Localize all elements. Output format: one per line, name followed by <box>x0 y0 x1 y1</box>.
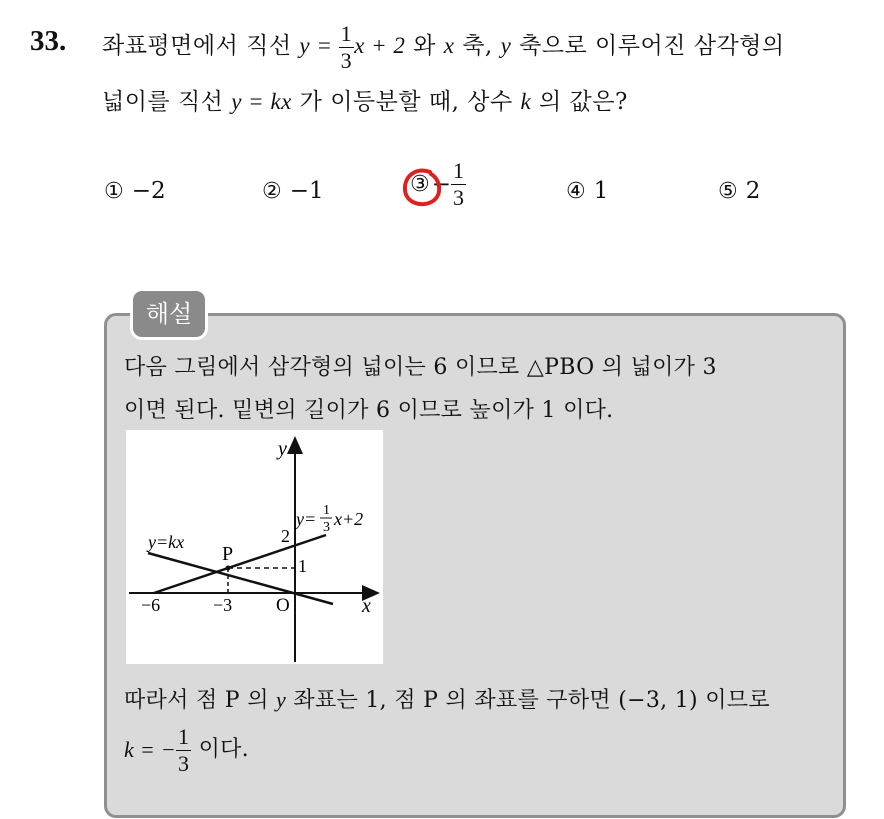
tick-1: 1 <box>298 556 307 576</box>
coordinate-graph <box>126 430 383 664</box>
explanation-line-3: 따라서 점 P 의 y 좌표는 1, 점 P 의 좌표를 구하면 (−3, 1) 이므로 <box>124 687 770 713</box>
point-p-label: P <box>222 543 234 565</box>
tick-neg6: −6 <box>141 595 161 615</box>
graph-panel <box>126 430 383 664</box>
explanation-line-4: k = − $\frac{1}{3}$ 이다. <box>124 723 249 776</box>
question-number: 33. <box>30 25 67 57</box>
choice-2[interactable]: ② −1 <box>262 178 324 204</box>
line1-label-pre: y= <box>296 509 317 529</box>
line1-label-post: x+2 <box>334 509 364 529</box>
point-p <box>226 566 231 571</box>
question-line-1: 좌표평면에서 직선 y = $\frac{1}{3}$ x + 2 와 x 축, y 축으로 이루어진 삼각형의 <box>102 20 785 73</box>
choice-3-fraction: $\frac{1}{3}$ <box>453 158 465 210</box>
choice-1[interactable]: ① −2 <box>104 178 166 204</box>
equation-kx: y = kx <box>231 89 292 114</box>
choice-marker: ④ <box>566 179 586 204</box>
choice-marker: ③ <box>410 172 430 197</box>
question-line-2: 넓이를 직선 y = kx 가 이등분할 때, 상수 k 의 값은? <box>102 89 628 115</box>
fraction-one-third: $\frac{1}{3}$ <box>340 20 353 73</box>
selection-circle-icon <box>400 166 446 210</box>
choice-marker: ② <box>262 179 282 204</box>
choice-3[interactable]: ③− $\frac{1}{3}$ <box>410 158 465 210</box>
choice-5[interactable]: ⑤ 2 <box>718 178 761 204</box>
explanation-line-1: 다음 그림에서 삼각형의 넓이는 6 이므로 △PBO 의 넓이가 3 <box>124 355 717 380</box>
y-axis-label: y <box>278 438 287 460</box>
line2-label: y=kx <box>148 532 185 552</box>
explanation-badge: 해설 <box>130 288 208 340</box>
origin-label: O <box>276 595 290 616</box>
choice-4[interactable]: ④ 1 <box>566 178 609 204</box>
choice-marker: ① <box>104 179 124 204</box>
equation-rhs: x + 2 <box>354 33 406 58</box>
equation-lhs: y = <box>299 33 339 58</box>
explanation-line-2: 이면 된다. 밑변의 길이가 6 이므로 높이가 1 이다. <box>124 398 614 423</box>
choice-marker: ⑤ <box>718 179 738 204</box>
tick-2: 2 <box>281 526 290 546</box>
question-text: 좌표평면에서 직선 <box>102 33 300 59</box>
tick-neg3: −3 <box>213 595 233 615</box>
x-axis-label: x <box>362 595 371 617</box>
line1-label-num: 1 <box>323 503 330 518</box>
line1-label-den: 3 <box>323 520 330 535</box>
answer-fraction: $\frac{1}{3}$ <box>177 723 190 776</box>
